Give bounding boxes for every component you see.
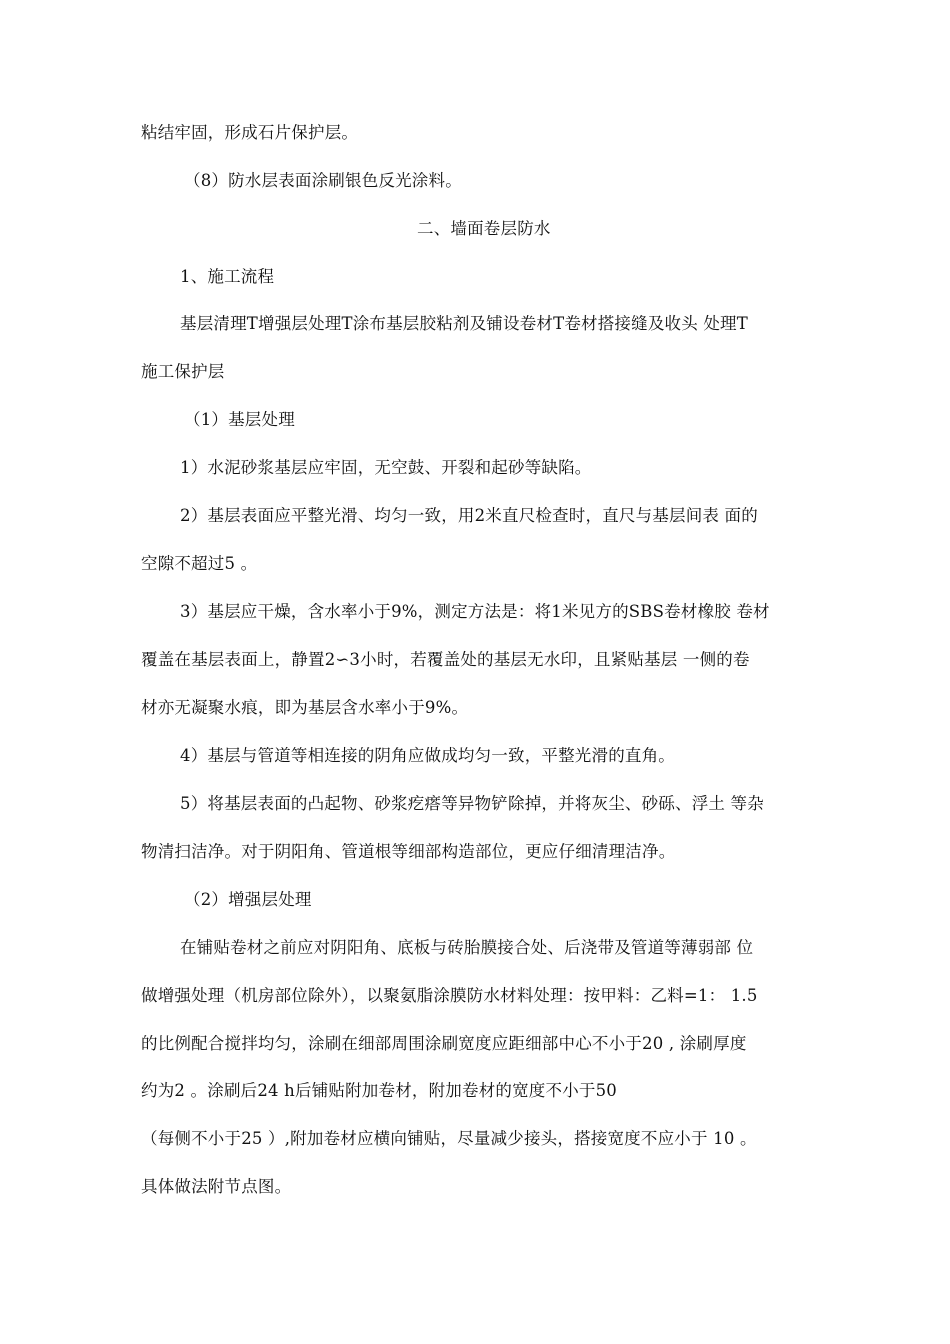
paragraph-line: 在铺贴卷材之前应对阴阳角、底板与砖胎膜接合处、后浇带及管道等薄弱部 位 bbox=[180, 938, 754, 957]
paragraph-line: 施工保护层 bbox=[141, 362, 225, 381]
section-heading: 二、墙面卷层防水 bbox=[417, 219, 551, 238]
paragraph-line: 粘结牢固，形成石片保护层。 bbox=[141, 123, 359, 142]
paragraph-line: （每侧不小于25 ）,附加卷材应横向铺贴，尽量减少接头，搭接宽度不应小于 10 。 bbox=[141, 1129, 757, 1148]
paragraph-line: 具体做法附节点图。 bbox=[141, 1177, 292, 1196]
paragraph-line: 基层清理T增强层处理T涂布基层胶粘剂及铺设卷材T卷材搭接缝及收头 处理T bbox=[180, 314, 748, 333]
paragraph-line: 做增强处理（机房部位除外），以聚氨脂涂膜防水材料处理：按甲料：乙料=1： 1.5 bbox=[141, 986, 758, 1005]
paragraph-line: 约为2 。涂刷后24 h后铺贴附加卷材，附加卷材的宽度不小于50 bbox=[141, 1081, 618, 1100]
paragraph-line: 空隙不超过5 。 bbox=[141, 554, 258, 573]
paragraph-line: 物清扫洁净。对于阴阳角、管道根等细部构造部位，更应仔细清理洁净。 bbox=[141, 842, 676, 861]
list-item-line: （1）基层处理 bbox=[184, 410, 295, 429]
paragraph-line: 1）水泥砂浆基层应牢固，无空鼓、开裂和起砂等缺陷。 bbox=[180, 458, 592, 477]
paragraph-line: 5）将基层表面的凸起物、砂浆疙瘩等异物铲除掉，并将灰尘、砂砾、浮土 等杂 bbox=[180, 794, 764, 813]
list-item-line: （2）增强层处理 bbox=[184, 890, 312, 909]
paragraph-line: 材亦无凝聚水痕，即为基层含水率小于9%。 bbox=[141, 698, 469, 717]
subsection-heading: 1、施工流程 bbox=[180, 267, 275, 286]
paragraph-line: 2）基层表面应平整光滑、均匀一致，用2米直尺检查时，直尺与基层间表 面的 bbox=[180, 506, 758, 525]
paragraph-line: 覆盖在基层表面上，静置2∽3小时，若覆盖处的基层无水印，且紧贴基层 一侧的卷 bbox=[141, 650, 750, 669]
list-item-line: （8）防水层表面涂刷银色反光涂料。 bbox=[184, 171, 462, 190]
paragraph-line: 3）基层应干燥，含水率小于9%，测定方法是：将1米见方的SBS卷材橡胶 卷材 bbox=[180, 602, 770, 621]
paragraph-line: 的比例配合搅拌均匀，涂刷在细部周围涂刷宽度应距细部中心不小于20 , 涂刷厚度 bbox=[141, 1034, 747, 1053]
paragraph-line: 4）基层与管道等相连接的阴角应做成均匀一致，平整光滑的直角。 bbox=[180, 746, 675, 765]
